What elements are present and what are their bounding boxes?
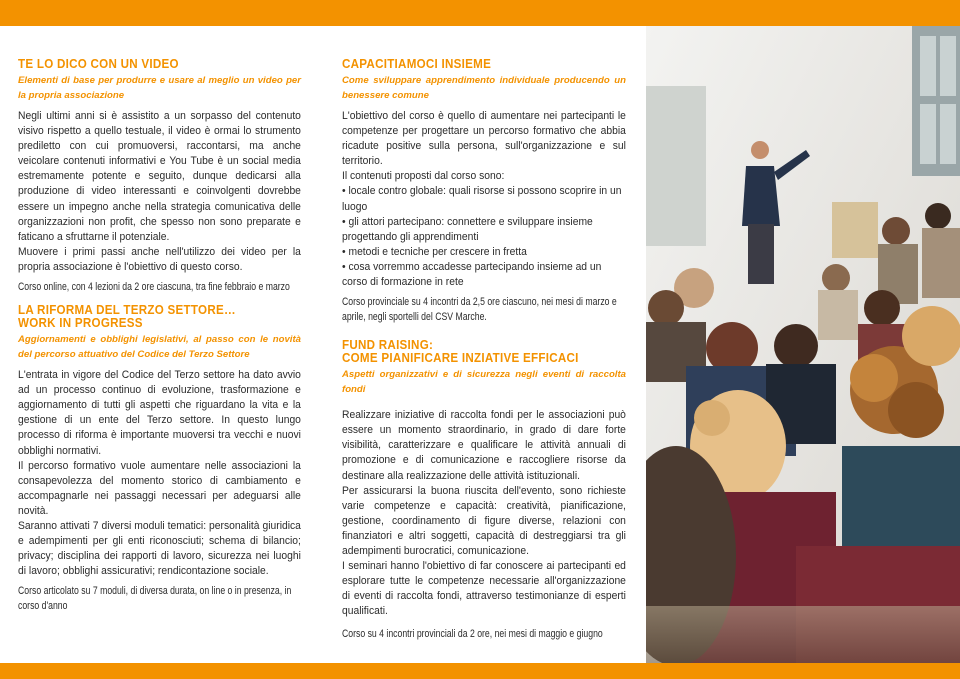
left-column <box>18 57 301 614</box>
section-body <box>18 109 301 275</box>
paragraph: Saranno attivati 7 diversi moduli tematici: personalità giuridica e adempimenti per gli enti riconosciuti; schema di bilancio; privacy; disciplina dei rapporti di lavoro, sicurezza nei luoghi di lavoro; obblighi assicurativi; rendicontazione sociale. <box>18 519 301 578</box>
section-title-line1: FUND RAISING: <box>342 337 434 353</box>
section-subtitle: Aggiornamenti e obblighi legislativi, al passo con le novità del percorso attuativo del Codice del Terzo Settore <box>18 334 301 361</box>
paragraph: Muovere i primi passi anche nell'utilizzo dei video per la propria associazione è l'obiettivo di questo corso. <box>18 245 301 273</box>
section-riforma <box>18 303 301 614</box>
section-subtitle: Come sviluppare apprendimento individuale producendo un benessere comune <box>342 75 626 101</box>
section-title-line1: LA RIFORMA DEL TERZO SETTORE… <box>18 302 236 318</box>
list-item: • gli attori partecipano: connettere e sviluppare insieme progettando gli apprendimenti <box>342 215 593 243</box>
section-title-line2: COME PIANIFICARE INZIATIVE EFFICACI <box>342 350 579 366</box>
top-orange-band <box>0 0 960 26</box>
section-body <box>18 368 301 579</box>
section-subtitle: Elementi di base per produrre e usare al meglio un video per la propria associazione <box>18 75 301 101</box>
paragraph: I seminari hanno l'obiettivo di far conoscere ai partecipanti ed esplorare tutte le competenze necessarie all'organizzazione di eventi di raccolta fondi, attraverso testimonianze di esperti qualificati. <box>342 560 626 618</box>
course-note: Corso articolato su 7 moduli, di diversa durata, on line o in presenza, in corso d'anno <box>18 585 292 613</box>
paragraph: L'obiettivo del corso è quello di aumentare nei partecipanti le competenze per progettare un percorso formativo che abbia ricadute positive sulla persona, sull'organizzazione e sul territorio. <box>342 110 626 168</box>
section-video <box>18 57 301 295</box>
section-subtitle: Aspetti organizzativi e di sicurezza negli eventi di raccolta fondi <box>342 369 626 396</box>
middle-column <box>342 57 626 642</box>
list-item: • locale contro globale: quali risorse si possono scoprire in un luogo <box>342 185 622 213</box>
course-note: Corso provinciale su 4 incontri da 2,5 ore ciascuno, nei mesi di marzo e aprile, negli sportelli del CSV Marche. <box>342 296 617 324</box>
paragraph: Il contenuti proposti dal corso sono: <box>342 170 505 183</box>
section-fundraising <box>342 338 626 642</box>
paragraph: Il percorso formativo vuole aumentare nelle associazioni la consapevolezza del momento storico di cambiamento e accompagnarle nei passaggi necessari per adeguarsi alle novità. <box>18 459 301 517</box>
list-item: • metodi e tecniche per crescere in fretta <box>342 245 527 258</box>
course-note: Corso su 4 incontri provinciali da 2 ore, nei mesi di maggio e giugno <box>342 628 603 641</box>
section-body <box>342 408 626 619</box>
paragraph: Per assicurarsi la buona riuscita dell'evento, sono richieste varie competenze e capacità: creatività, pianificazione, gestione, coordinamento di figure diverse, relazioni con finanziatori e altri soggetti, capacità di destreggiarsi tra gli adempimenti burocratici, comunicazione. <box>342 484 626 557</box>
seminar-photo <box>646 26 960 663</box>
section-capacitiamoci <box>342 57 626 325</box>
bottom-orange-band <box>0 663 960 679</box>
section-body <box>342 109 626 290</box>
section-title-line2: WORK IN PROGRESS <box>18 315 143 331</box>
course-note: Corso online, con 4 lezioni da 2 ore ciascuna, tra fine febbraio e marzo <box>18 281 290 294</box>
section-title: CAPACITIAMOCI INSIEME <box>342 56 492 71</box>
paragraph: Negli ultimi anni si è assistito a un sorpasso del contenuto visivo rispetto a quello testuale, il video è ormai lo strumento prediletto con cui promuoversi, raccontarsi, ma anche veicolare contenuti informativi e You Tube è un social media estremamente potente e seguito, dunque dedicarsi alla produzione di video interessanti e coinvolgenti dovrebbe essere un impegno anche nella strategia comunicativa delle organizzazioni non profit, che spesso non sono preparate e faticano a sfruttarne il potenziale. <box>18 110 301 243</box>
paragraph: Realizzare iniziative di raccolta fondi per le associazioni può essere un momento straordinario, in grado di dare forte visibilità, caratterizzare e qualificare le attività annuali di promozione e di comunicazione e raccogliere risorse da destinare alla realizzazione delle attività istituzionali. <box>342 409 626 482</box>
section-title: TE LO DICO CON UN VIDEO <box>18 56 179 71</box>
list-item: • cosa vorremmo accadesse partecipando insieme ad un corso di formazione in rete <box>342 260 602 289</box>
paragraph: L'entrata in vigore del Codice del Terzo settore ha dato avvio ad un processo continuo di evoluzione, trasformazione e aggiornamento di tutti gli aspetti che riguardano la vita e la gestione di un ente del Terzo settore. In questo lungo processo di riforma è importante muoversi tra vecchi e nuovi obblighi normativi. <box>18 369 301 457</box>
